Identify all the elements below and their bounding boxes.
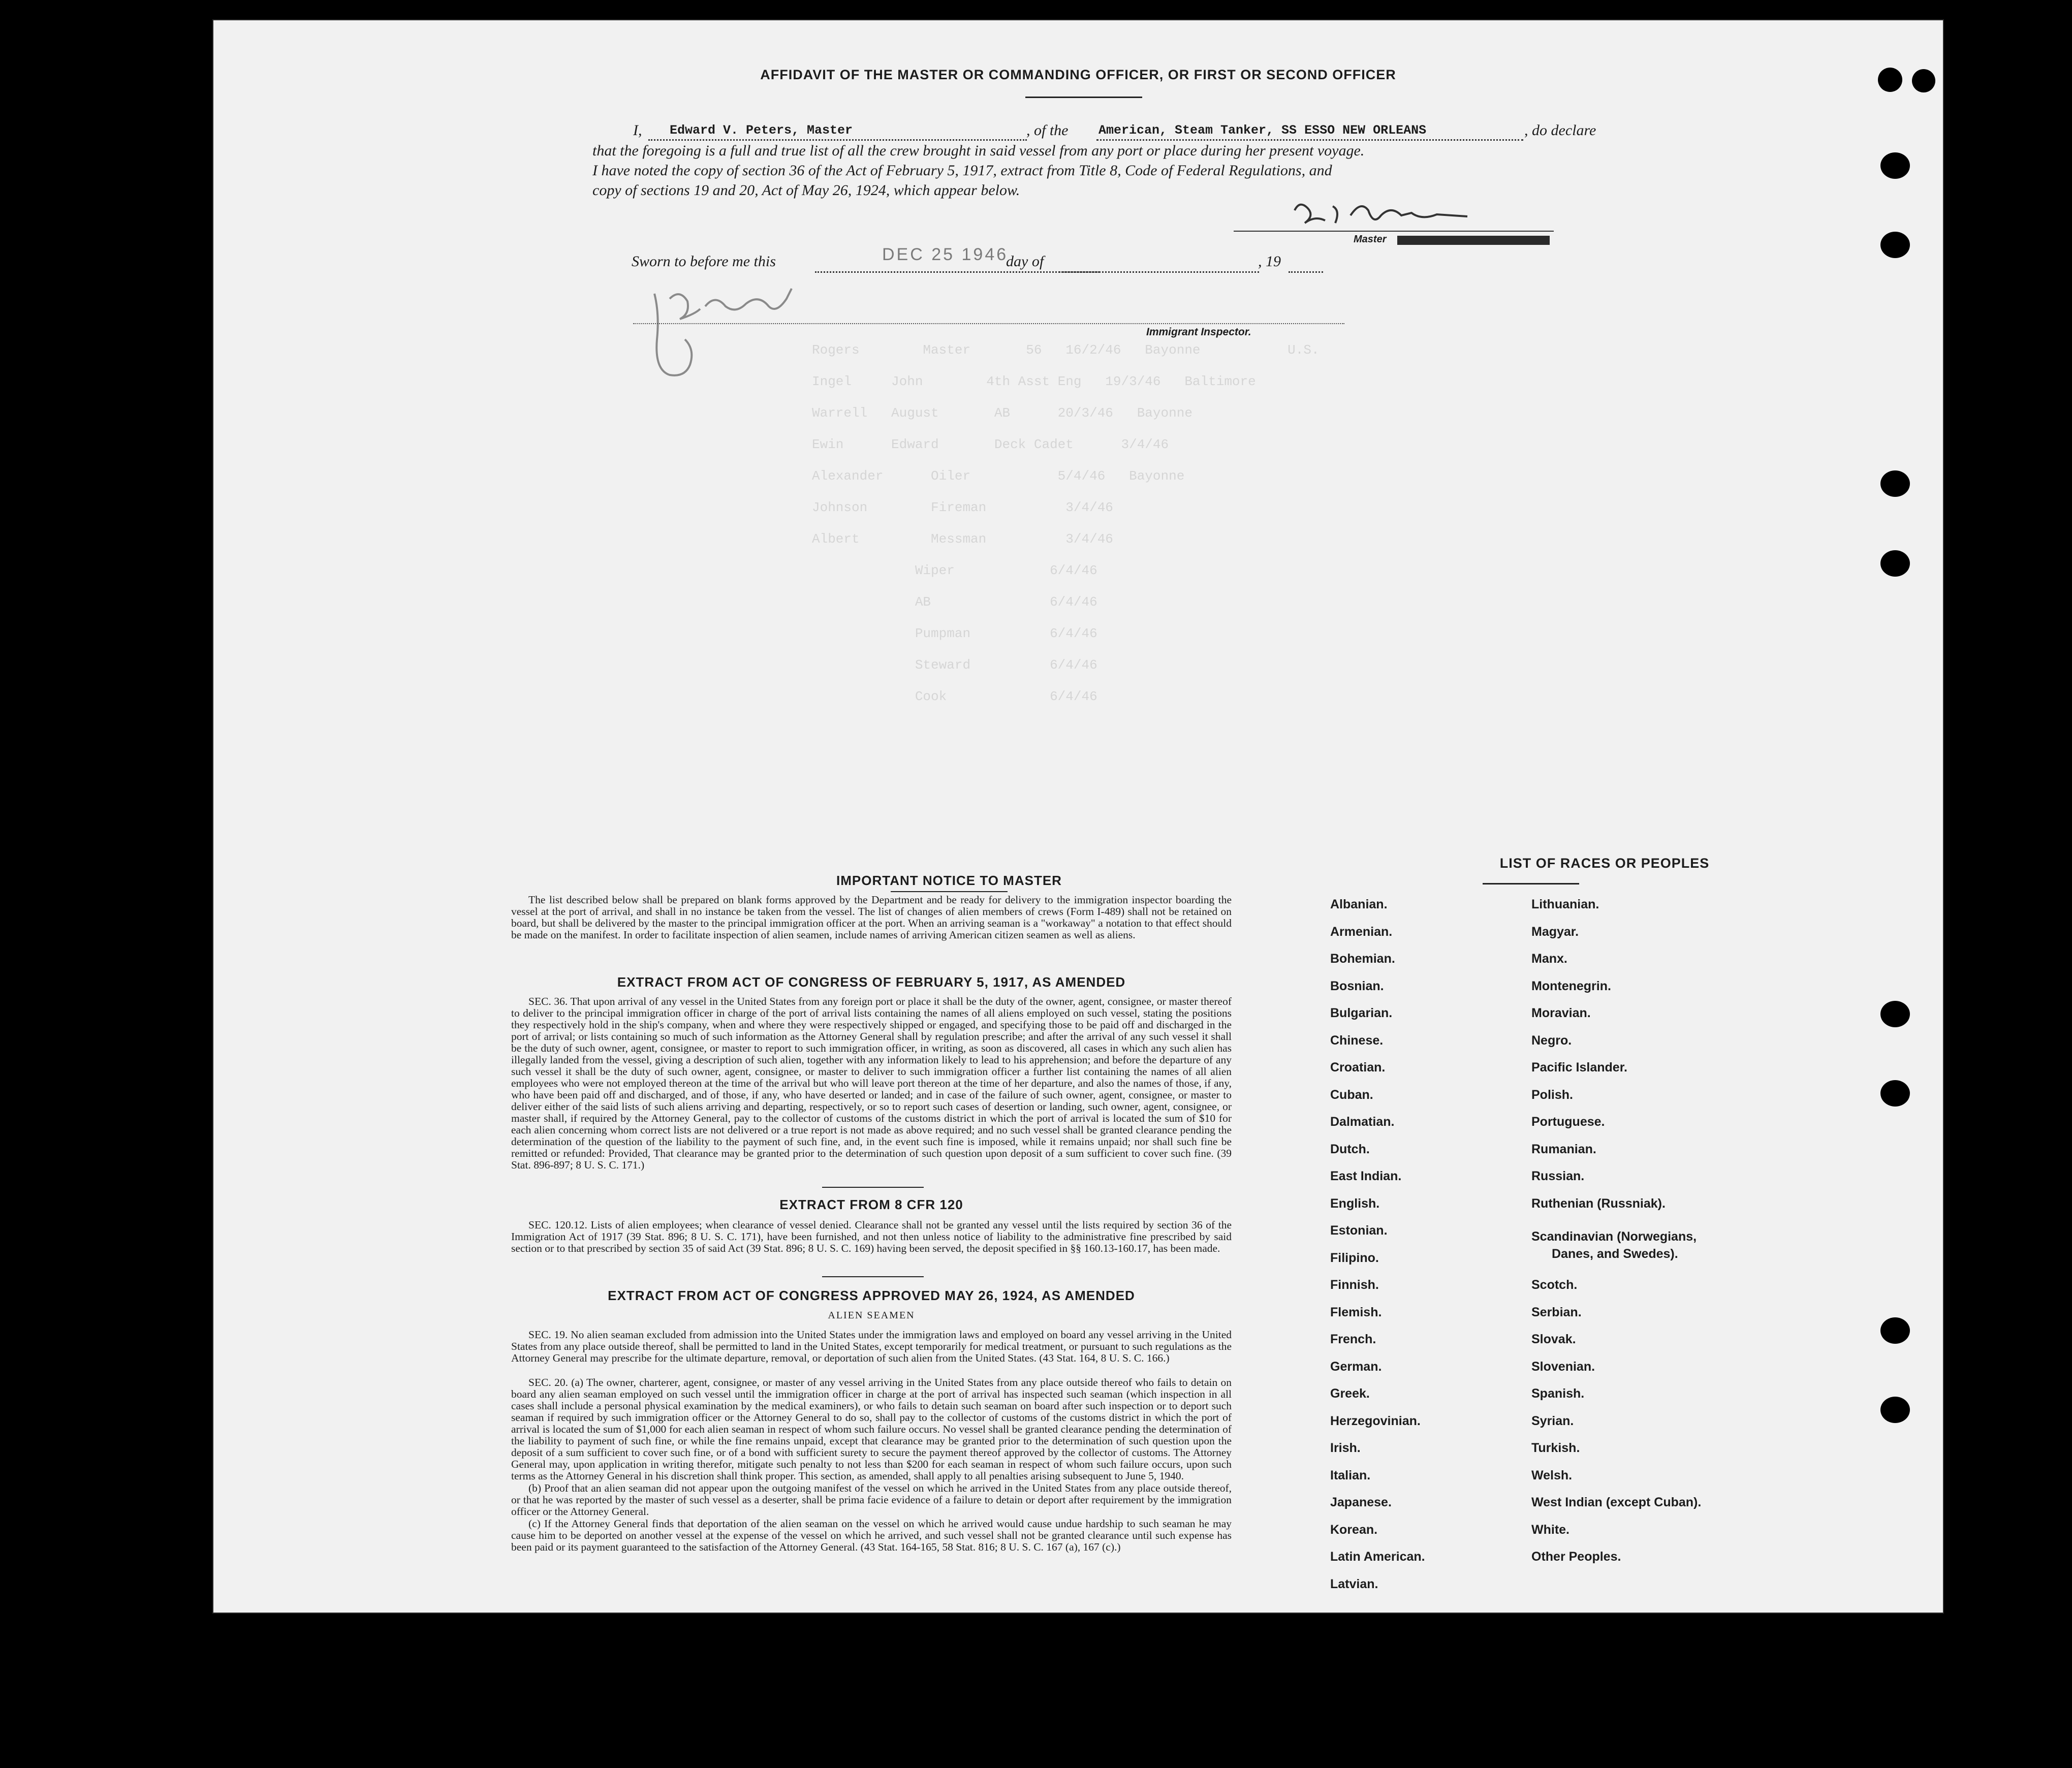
- race-item: English.: [1330, 1196, 1380, 1211]
- race-item: Korean.: [1330, 1522, 1378, 1537]
- extract-1917-body: SEC. 36. That upon arrival of any vessel in the United States from any foreign port or place it shall be the duty of the owner, agent, consignee, or master thereof to deliver to the principal immigration officer in charge of the port of arrival lists containing the names of all aliens employed on such vessel, stating the positions they respectively hold in the ship's company, when and where they were respectively shipped or engaged, and specifying those to be paid off and discharged in the port of arrival; or lists containing so much of such information as the Attorney General shall by regulation prescribe; and after the arrival of any such vessel it shall be the duty of such owner, agent, consignee, or master to report to such immigration officer, in writing, as soon as discovered, all cases in which any such alien has illegally landed from the vessel, giving a description of such alien, together with any information likely to lead to his apprehension; and before the departure of any such vessel it shall be the duty of such owner, agent, consignee, or master to deliver to such immigration officer a further list containing the names of all alien employees who were not employed thereon at the time of the arrival but who will leave port thereon at the time of her departure, and also the names of those, if any, who have been paid off and discharged, and of those, if any, who have deserted or landed; and in case of the failure of such owner, agent, consignee, or master to deliver either of the said lists of such aliens arriving and departing, respectively, or so to report such cases of desertion or landing, such owner, agent, consignee, or master shall, if required by the Attorney General, pay to the collector of customs of the customs district in which the port of arrival is located the sum of $10 for each alien concerning whom correct lists are not delivered or a true report is not made as above required; and no such vessel shall be granted clearance pending the determination of the question of the liability to the payment of such fine, and, in the event such fine is imposed, while it remains unpaid; nor shall such fine be remitted or refunded: Provided, That clearance may be granted prior to the determination of such question upon deposit of a sum sufficient to cover such fine. (39 Stat. 896-897; 8 U. S. C. 171.): [511, 995, 1232, 1171]
- master-label: Master: [1354, 234, 1387, 245]
- race-item: Portuguese.: [1531, 1115, 1605, 1129]
- master-signature: [1284, 195, 1498, 236]
- race-item: Croatian.: [1330, 1060, 1386, 1075]
- extract-1924-sec19: SEC. 19. No alien seaman excluded from admission into the United States under the immigration laws and employed on board any vessel arriving in the United States from any place outside thereof, shall be permitted to land in the United States, except temporarily for medical treatment, or pursuant to such regulations as the Attorney General may prescribe for the ultimate departure, removal, or deportation of such alien from the United States. (43 Stat. 164, 8 U. S. C. 166.): [511, 1329, 1232, 1364]
- races-title: LIST OF RACES OR PEOPLES: [1499, 856, 1710, 871]
- section-divider: [822, 1276, 924, 1277]
- struck-out-text: [1397, 236, 1550, 245]
- day-of-line: [1059, 271, 1259, 273]
- notice-underline: [891, 891, 1008, 892]
- race-item: Rumanian.: [1531, 1142, 1596, 1156]
- affidavit-name-line: [648, 139, 1027, 141]
- race-item: Serbian.: [1531, 1305, 1582, 1319]
- inspector-signature-line: [633, 323, 1344, 324]
- race-item: Lithuanian.: [1531, 897, 1599, 911]
- race-item: Russian.: [1531, 1169, 1585, 1183]
- extract-1924-sec20a: SEC. 20. (a) The owner, charterer, agent, consignee, or master of any vessel arriving in the United States from any place outside thereof who fails to detain on board any alien seaman employed on such vessel until the immigration officer in charge at the port of arrival has inspected such seaman (which inspection in all cases shall include a personal physical examination by the medical examiners), or who fails to detain such seaman on board after such inspection or to deport such seaman if required by such immigration officer or the Attorney General to do so, shall pay to the collector of customs of the customs district in which the port of arrival is located the sum of $1,000 for each alien seaman in respect of whom such failure occurs. No vessel shall be granted clearance pending the determination of the liability to payment of such fine, or while the fine remains unpaid, except that clearance may be granted prior to the determination of such question upon the deposit of a sum sufficient to cover such fine, or of a bond with sufficient surety to secure the payment thereof approved by the collector of customs. The Attorney General may, upon application in writing therefor, mitigate such penalty to not less than $200 for each seaman in respect of whom such failure occurs, upon such terms as the Attorney General in his discretion shall think proper. This section, as amended, shall apply to all penalties arising subsequent to June 5, 1940.: [511, 1376, 1232, 1482]
- race-item: Negro.: [1531, 1033, 1572, 1048]
- year-label: , 19: [1258, 253, 1281, 270]
- race-item: Slovenian.: [1531, 1359, 1595, 1374]
- extract-1924-sec20b: (b) Proof that an alien seaman did not appear upon the outgoing manifest of the vessel on which he arrived in the United States from any place outside thereof, or that he was reported by the master of such vessel as a deserter, shall be prima facie evidence of a failure to detain or deport after requirement by the immigration officer or the Attorney General.: [511, 1482, 1232, 1518]
- inspector-signature-graphic: [639, 278, 822, 390]
- race-item: Welsh.: [1531, 1468, 1573, 1482]
- race-item: Finnish.: [1330, 1278, 1379, 1292]
- race-item: Dutch.: [1330, 1142, 1370, 1156]
- race-item: Estonian.: [1330, 1223, 1388, 1238]
- race-item: Chinese.: [1330, 1033, 1384, 1048]
- inspector-label: Immigrant Inspector.: [1146, 326, 1251, 338]
- race-item: Italian.: [1330, 1468, 1371, 1482]
- race-item: Manx.: [1531, 952, 1567, 966]
- race-item: Pacific Islander.: [1531, 1060, 1627, 1075]
- extract-cfr-title: EXTRACT FROM 8 CFR 120: [779, 1197, 963, 1212]
- affidavit-of-the-label: , of the: [1026, 122, 1069, 139]
- race-item: German.: [1330, 1359, 1382, 1374]
- page-title: AFFIDAVIT OF THE MASTER OR COMMANDING OFFICER, OR FIRST OR SECOND OFFICER: [760, 67, 1396, 82]
- notice-body: The list described below shall be prepared on blank forms approved by the Department and be ready for delivery to the immigration inspector boarding the vessel at the port of arrival, and shall in no instance be taken from the vessel. The list of changes of alien members of crews (Form I-489) shall not be retained on board, but shall be delivered by the master to the principal immigration officer at the port. When an arriving seaman is a "workaway" a notation to that effect should be made on the manifest. In order to facilitate inspection of alien seamen, include names of arriving American citizen seamen as well as aliens.: [511, 894, 1232, 941]
- master-name-value: Edward V. Peters, Master: [670, 123, 853, 138]
- race-item: Albanian.: [1330, 897, 1388, 911]
- race-item: West Indian (except Cuban).: [1531, 1495, 1702, 1509]
- race-item: Latin American.: [1330, 1550, 1425, 1564]
- race-item: Scotch.: [1531, 1278, 1578, 1292]
- extract-1917-title: EXTRACT FROM ACT OF CONGRESS OF FEBRUARY 5, 1917, AS AMENDED: [617, 974, 1126, 990]
- race-item: Japanese.: [1330, 1495, 1392, 1509]
- race-item: Ruthenian (Russniak).: [1531, 1196, 1666, 1211]
- notice-title: IMPORTANT NOTICE TO MASTER: [836, 873, 1062, 888]
- race-item: Turkish.: [1531, 1441, 1580, 1455]
- sworn-label: Sworn to before me this: [632, 253, 776, 270]
- punch-hole: [1880, 1317, 1910, 1344]
- race-item: Spanish.: [1531, 1386, 1585, 1401]
- sworn-date-stamp: DEC 25 1946: [882, 245, 1009, 264]
- races-underline: [1483, 883, 1579, 885]
- title-underline: [1025, 97, 1142, 98]
- punch-hole: [1880, 152, 1910, 179]
- race-item: Syrian.: [1531, 1413, 1574, 1428]
- race-item: White.: [1531, 1522, 1569, 1537]
- sworn-date-line: [815, 271, 1100, 273]
- bleed-through-text: Rogers Master 56 16/2/46 Bayonne U.S. Ingel John 4th Asst Eng 19/3/46 Baltimore Warrell August AB 20/3/46 Bayonne Ewin Edward Deck Cadet 3/4/46 Alexander Oiler 5/4/46 Bayonne Johnson Fireman 3/4/46 Albert Messman 3/4/46 Wiper 6/4/46 AB 6/4/46 Pumpman 6/4/46 Steward 6/4/46 Cook 6/4/46: [812, 342, 1320, 704]
- punch-hole: [1880, 232, 1910, 258]
- race-item: Latvian.: [1330, 1576, 1378, 1591]
- race-item: East Indian.: [1330, 1169, 1402, 1183]
- race-item: Bohemian.: [1330, 952, 1395, 966]
- extract-cfr-body: SEC. 120.12. Lists of alien employees; when clearance of vessel denied. Clearance shall not be granted any vessel until the lists required by section 36 of the Immigration Act of 1917 (39 Stat. 896; 8 U. S. C. 171), have been furnished, and not then unless notice of liability to the administrative fine prescribed by said section or to that prescribed by section 35 of said Act (39 Stat. 896; 8 U. S. C. 169) having been served, the deposit specified in §§ 160.13-160.17, has been made.: [511, 1219, 1232, 1254]
- race-item: Bulgarian.: [1330, 1006, 1393, 1020]
- races-left-column: [1330, 897, 1513, 1604]
- year-line: [1289, 271, 1323, 273]
- master-signature-line: [1234, 231, 1554, 232]
- race-item: Polish.: [1531, 1087, 1573, 1102]
- affidavit-do-declare: , do declare: [1524, 122, 1596, 139]
- affidavit-line-3: I have noted the copy of section 36 of the Act of February 5, 1917, extract from Title 8, Code of Federal Regulations, and: [592, 162, 1332, 179]
- race-item: Slovak.: [1531, 1332, 1576, 1346]
- race-item: Filipino.: [1330, 1250, 1379, 1265]
- race-item: Cuban.: [1330, 1087, 1373, 1102]
- race-item: Herzegovinian.: [1330, 1413, 1421, 1428]
- vessel-name-value: American, Steam Tanker, SS ESSO NEW ORLEANS: [1098, 123, 1427, 138]
- day-of-label: day of: [1006, 253, 1044, 270]
- punch-hole: [1880, 550, 1910, 577]
- document-page: [212, 19, 1944, 1614]
- race-item: Irish.: [1330, 1441, 1361, 1455]
- race-item: Magyar.: [1531, 924, 1579, 939]
- race-item: Danes, and Swedes).: [1552, 1247, 1678, 1261]
- section-divider: [822, 1187, 924, 1188]
- extract-1924-sec20c: (c) If the Attorney General finds that deportation of the alien seaman on the vessel on which he arrived would cause undue hardship to such seaman he may cause him to be deported on another vessel at the expense of the vessel on which he arrived, and such vessel shall not be granted clearance until such expense has been paid or its payment guaranteed to the satisfaction of the Attorney General. (43 Stat. 164-165, 58 Stat. 816; 8 U. S. C. 167 (a), 167 (c).): [511, 1518, 1232, 1553]
- race-item: Armenian.: [1330, 924, 1393, 939]
- punch-hole: [1880, 1001, 1910, 1027]
- punch-hole: [1880, 1080, 1910, 1107]
- race-item: French.: [1330, 1332, 1376, 1346]
- punch-hole: [1880, 470, 1910, 497]
- race-item: Bosnian.: [1330, 978, 1384, 993]
- race-item: Scandinavian (Norwegians,: [1531, 1229, 1697, 1244]
- race-item: Greek.: [1330, 1386, 1370, 1401]
- race-item: Dalmatian.: [1330, 1115, 1395, 1129]
- race-item: Flemish.: [1330, 1305, 1382, 1319]
- extract-1924-title: EXTRACT FROM ACT OF CONGRESS APPROVED MAY 26, 1924, AS AMENDED: [608, 1288, 1135, 1303]
- inspector-signature: [639, 278, 822, 390]
- affidavit-i-label: I,: [633, 122, 642, 139]
- affidavit-vessel-line: [1096, 139, 1523, 141]
- extract-1924-subtitle: ALIEN SEAMEN: [828, 1310, 915, 1321]
- race-item: Other Peoples.: [1531, 1550, 1621, 1564]
- affidavit-line-2: that the foregoing is a full and true list of all the crew brought in said vessel from any port or place during her present voyage.: [592, 142, 1365, 159]
- race-item: Montenegrin.: [1531, 978, 1611, 993]
- races-right-column: [1531, 897, 1796, 1577]
- signature-graphic: [1284, 195, 1498, 236]
- punch-hole: [1880, 1397, 1910, 1423]
- race-item: Moravian.: [1531, 1006, 1591, 1020]
- affidavit-line-4: copy of sections 19 and 20, Act of May 26, 1924, which appear below.: [592, 182, 1020, 199]
